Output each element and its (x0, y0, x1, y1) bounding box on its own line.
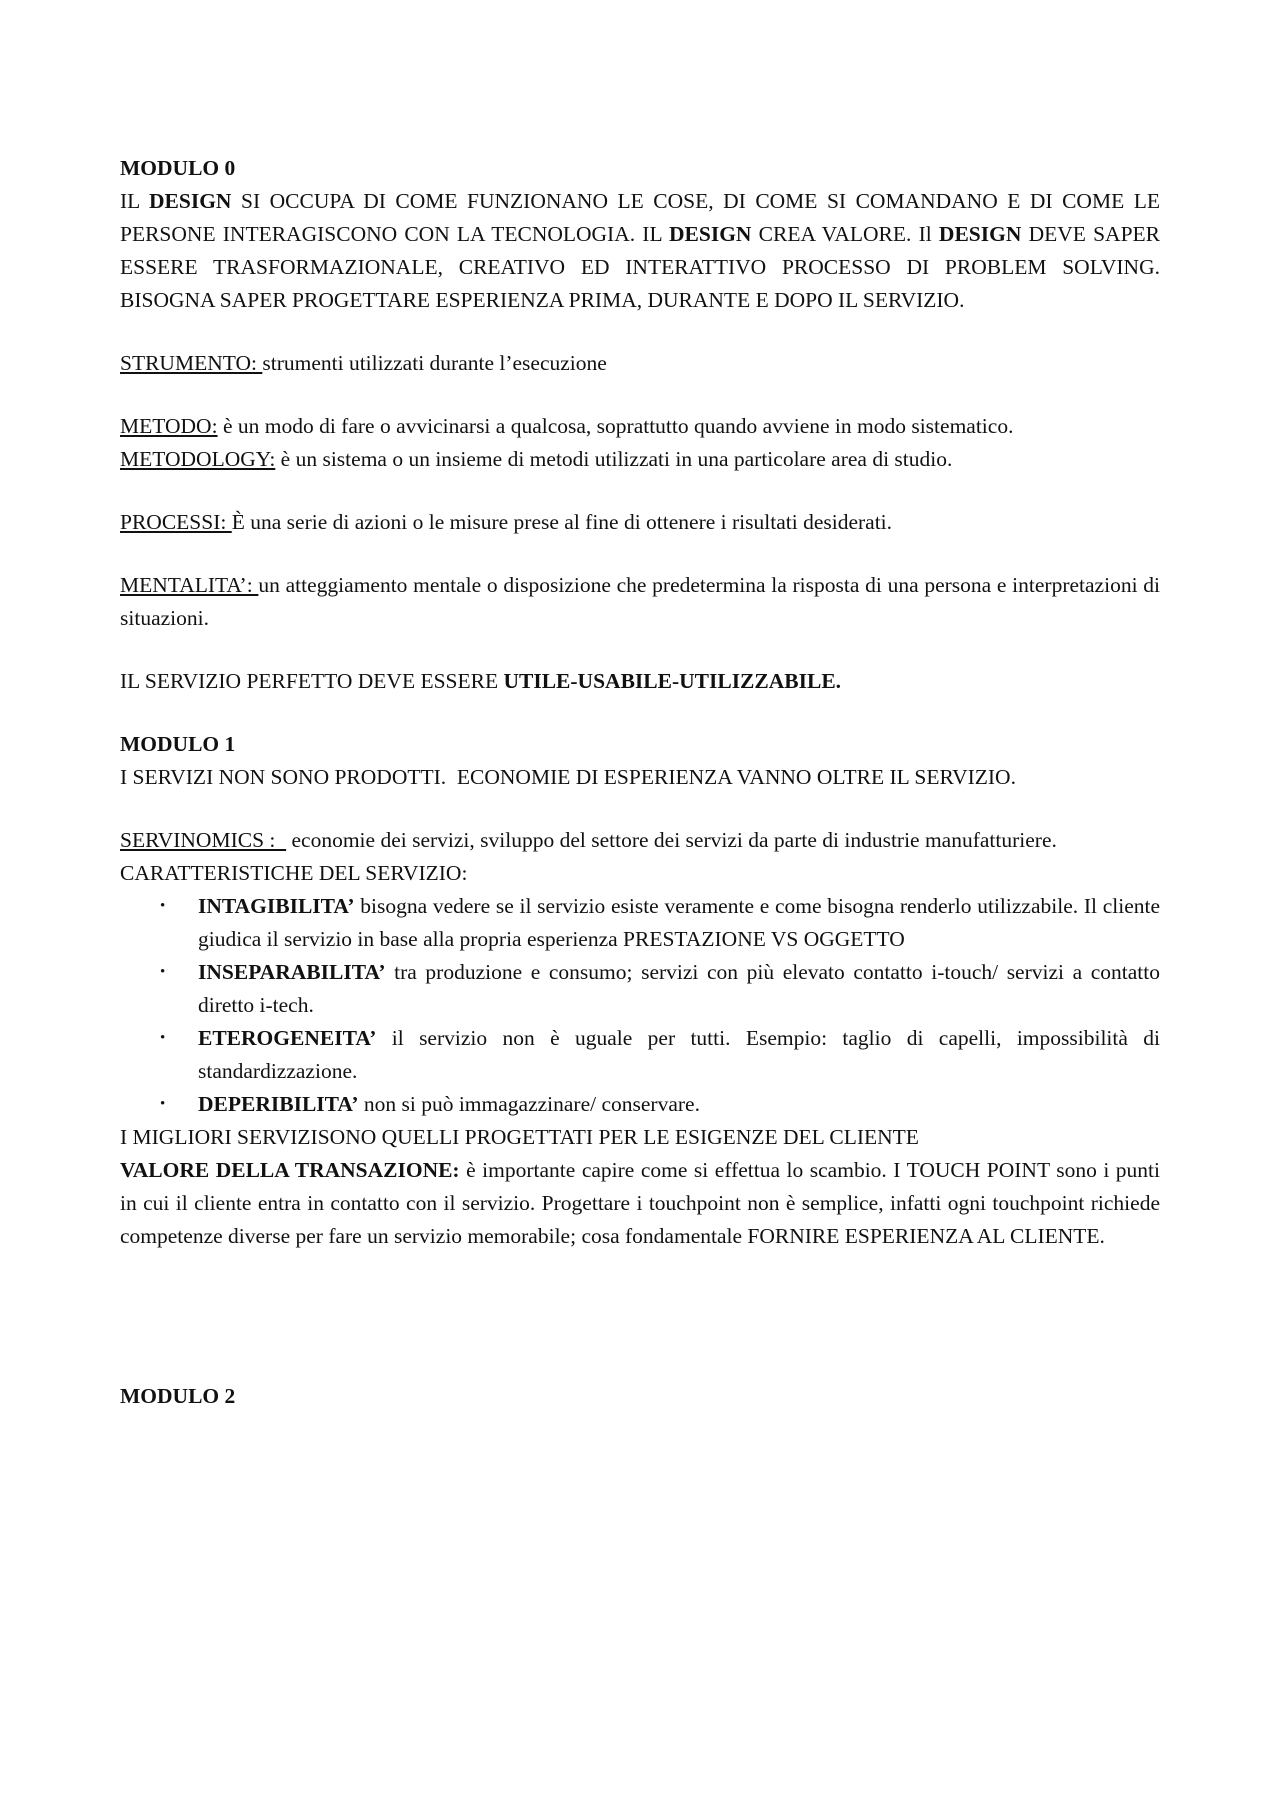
intro-text: CREA VALORE. Il (751, 222, 939, 246)
processi-definition (120, 506, 1160, 539)
document-page (120, 152, 1160, 1413)
valore-transazione-paragraph (120, 1154, 1160, 1253)
caratteristiche-title: CARATTERISTICHE DEL SERVIZIO: (120, 861, 468, 885)
modulo-1-intro-paragraph: I SERVIZI NON SONO PRODOTTI. ECONOMIE DI ESPERIENZA VANNO OLTRE IL SERVIZIO. (120, 765, 1016, 789)
intro-text: DEVE SAPER ESSERE TRASFORMAZIONALE, CREATIVO ED INTERATTIVO PROCESSO DI PROBLEM SOLVING. BISOGNA SAPER PROGETTARE ESPERIENZA PRIMA, DURANTE E DOPO IL SERVIZIO. (120, 222, 1160, 312)
list-item (120, 1088, 1160, 1121)
metodo-term: METODO: (120, 414, 218, 438)
design-keyword: DESIGN (149, 189, 232, 213)
processi-term: PROCESSI: (120, 510, 232, 534)
mentalita-definition (120, 569, 1160, 635)
strumento-definition (120, 347, 1160, 380)
list-item (120, 890, 1160, 956)
migliori-servizi-statement: I MIGLIORI SERVIZISONO QUELLI PROGETTATI PER LE ESIGENZE DEL CLIENTE (120, 1125, 919, 1149)
caratteristica-term: INSEPARABILITA’ (198, 960, 386, 984)
metodo-text: è un modo di fare o avvicinarsi a qualcosa, soprattutto quando avviene in modo sistematico. (217, 414, 1014, 438)
caratteristica-text: il servizio non è uguale per tutti. Esempio: taglio di capelli, impossibilità di standardizzazione. (198, 1026, 1160, 1083)
design-keyword: DESIGN (669, 222, 752, 246)
bullet-icon: • (160, 964, 166, 980)
design-keyword: DESIGN (938, 222, 1022, 246)
modulo-1-heading: MODULO 1 (120, 732, 236, 756)
servinomics-definition (120, 824, 1160, 857)
servizio-perfetto-text: IL SERVIZIO PERFETTO DEVE ESSERE (120, 669, 504, 693)
strumento-text: strumenti utilizzati durante l’esecuzione (262, 351, 607, 375)
metodology-text: è un sistema o un insieme di metodi utilizzati in una particolare area di studio. (275, 447, 953, 471)
metodology-term: METODOLOGY: (120, 447, 276, 471)
strumento-term: STRUMENTO: (120, 351, 263, 375)
bullet-icon: • (160, 898, 166, 914)
modulo-2-heading: MODULO 2 (120, 1384, 236, 1408)
metodology-definition (120, 443, 1160, 476)
bullet-icon: • (160, 1030, 166, 1046)
mentalita-text: un atteggiamento mentale o disposizione che predetermina la risposta di una persona e interpretazioni di situazioni. (120, 573, 1160, 630)
valore-transazione-term: VALORE DELLA TRANSAZIONE: (120, 1158, 460, 1182)
modulo-0-intro-paragraph (120, 185, 1160, 317)
intro-text: IL (120, 189, 150, 213)
mentalita-term: MENTALITA’: (120, 573, 259, 597)
modulo-0-heading: MODULO 0 (120, 156, 236, 180)
list-item (120, 956, 1160, 1022)
valore-transazione-text: è importante capire come si effettua lo scambio. I TOUCH POINT sono i punti in cui il cliente entra in contatto con il servizio. Progettare i touchpoint non è semplice, infatti ogni touchpoint richiede competenze diverse per fare un servizio memorabile; cosa fondamentale FORNIRE ESPERIENZA AL CLIENTE. (120, 1158, 1161, 1248)
caratteristica-term: INTAGIBILITA’ (198, 894, 355, 918)
caratteristica-term: DEPERIBILITA’ (198, 1092, 359, 1116)
caratteristica-text: bisogna vedere se il servizio esiste veramente e come bisogna renderlo utilizzabile. Il cliente giudica il servizio in base alla propria esperienza PRESTAZIONE VS OGGETTO (198, 894, 1160, 951)
caratteristica-term: ETEROGENEITA’ (198, 1026, 377, 1050)
caratteristica-text: non si può immagazzinare/ conservare. (358, 1092, 700, 1116)
servinomics-text: economie dei servizi, sviluppo del settore dei servizi da parte di industrie manufatturiere. (286, 828, 1057, 852)
processi-text: È una serie di azioni o le misure prese al fine di ottenere i risultati desiderati. (231, 510, 893, 534)
bullet-icon: • (160, 1096, 166, 1112)
servizio-perfetto-statement (120, 665, 1160, 698)
list-item (120, 1022, 1160, 1088)
servinomics-term: SERVINOMICS : (120, 828, 287, 852)
intro-text: SI OCCUPA DI COME FUNZIONANO LE COSE, DI COME SI COMANDANO E DI COME LE PERSONE INTERAGISCONO CON LA TECNOLOGIA. IL (120, 189, 1160, 246)
servizio-perfetto-keywords: UTILE-USABILE-UTILIZZABILE. (503, 669, 842, 693)
caratteristiche-list (120, 890, 1160, 1121)
metodo-definition (120, 410, 1160, 443)
caratteristica-text: tra produzione e consumo; servizi con più elevato contatto i-touch/ servizi a contatto diretto i-tech. (198, 960, 1160, 1017)
